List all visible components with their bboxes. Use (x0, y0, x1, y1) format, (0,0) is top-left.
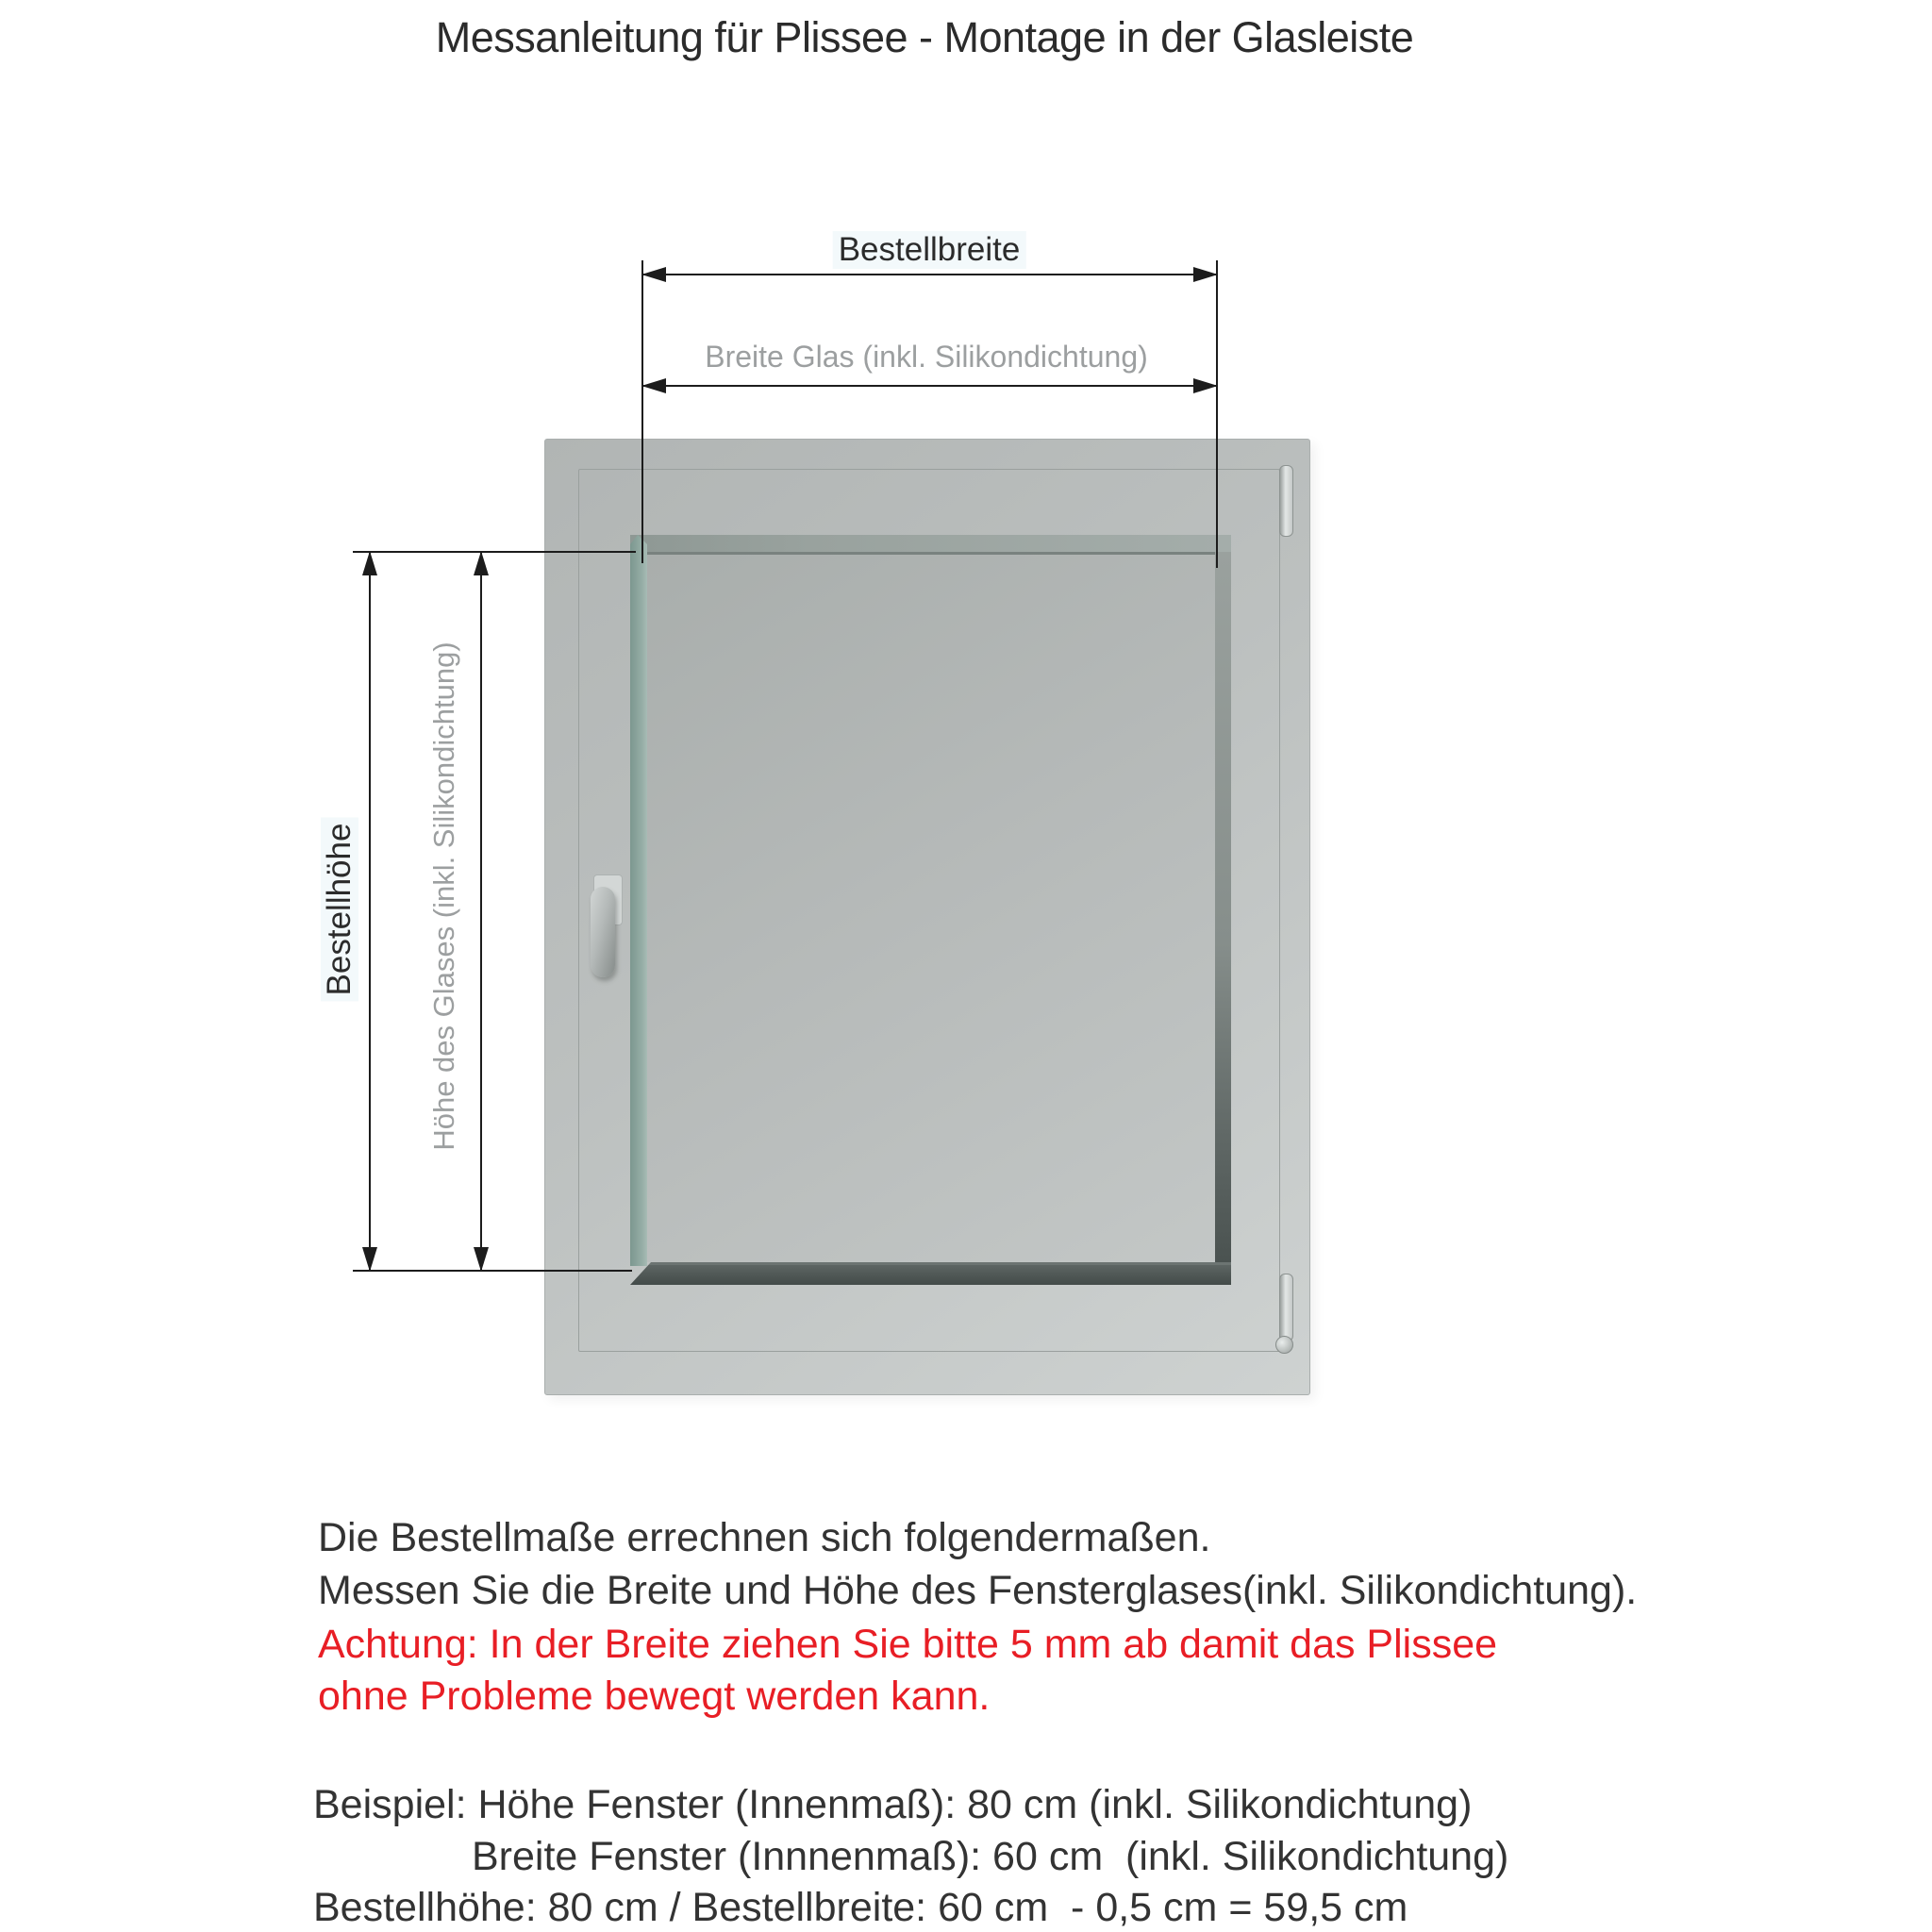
hinge-knob (1275, 1336, 1293, 1354)
witness-line-left (641, 260, 643, 563)
hinge-bottom (1279, 1274, 1293, 1341)
witness-line-right (1216, 260, 1218, 568)
dim-arrowhead (474, 1247, 489, 1272)
warning-line-2: ohne Probleme bewegt werden kann. (318, 1674, 991, 1719)
glass-pane (630, 535, 1231, 1285)
glass-face (647, 555, 1215, 1262)
label-bestellbreite: Bestellbreite (833, 231, 1026, 269)
instruction-line-1: Die Bestellmaße errechnen sich folgendermaßen. (318, 1515, 1211, 1560)
example-height-line: Beispiel: Höhe Fenster (Innenmaß): 80 cm (inkl. Silikondichtung) (313, 1782, 1473, 1827)
dim-bestellbreite-line (642, 274, 1217, 275)
hinge-top (1279, 465, 1293, 537)
witness-line-top (353, 551, 636, 553)
glass-edge-right (1215, 552, 1231, 1264)
instruction-line-2: Messen Sie die Breite und Höhe des Fensterglases(inkl. Silikondichtung). (318, 1568, 1638, 1613)
glass-bevel-bottom (630, 1262, 1231, 1285)
dim-arrowhead (474, 551, 489, 575)
dim-arrowhead (362, 1247, 377, 1272)
dim-arrowhead (1193, 267, 1218, 282)
glass-seal-strip-left (630, 535, 647, 1266)
label-breite-glas: Breite Glas (inkl. Silikondichtung) (705, 340, 1148, 374)
dim-hoehe-glas-line (480, 552, 482, 1271)
warning-line-1: Achtung: In der Breite ziehen Sie bitte 5 mm ab damit das Plissee (318, 1622, 1498, 1667)
dim-bestellhoehe-line (369, 552, 371, 1271)
dim-arrowhead (641, 267, 666, 282)
page-title: Messanleitung für Plissee - Montage in der Glasleiste (435, 13, 1414, 61)
window-handle (591, 887, 615, 977)
dim-arrowhead (1193, 378, 1218, 393)
plissee-top-rail (630, 535, 1231, 555)
dim-arrowhead (641, 378, 666, 393)
dim-arrowhead (362, 551, 377, 575)
example-width-line: Breite Fenster (Innnenmaß): 60 cm (inkl. Silikondichtung) (472, 1834, 1509, 1879)
example-result-line: Bestellhöhe: 80 cm / Bestellbreite: 60 cm - 0,5 cm = 59,5 cm (313, 1885, 1408, 1930)
dim-breite-glas-line (642, 385, 1217, 387)
label-bestellhoehe: Bestellhöhe (321, 818, 358, 1002)
witness-line-bottom (353, 1270, 632, 1272)
label-hoehe-glas: Höhe des Glases (inkl. Silikondichtung) (427, 641, 460, 1151)
